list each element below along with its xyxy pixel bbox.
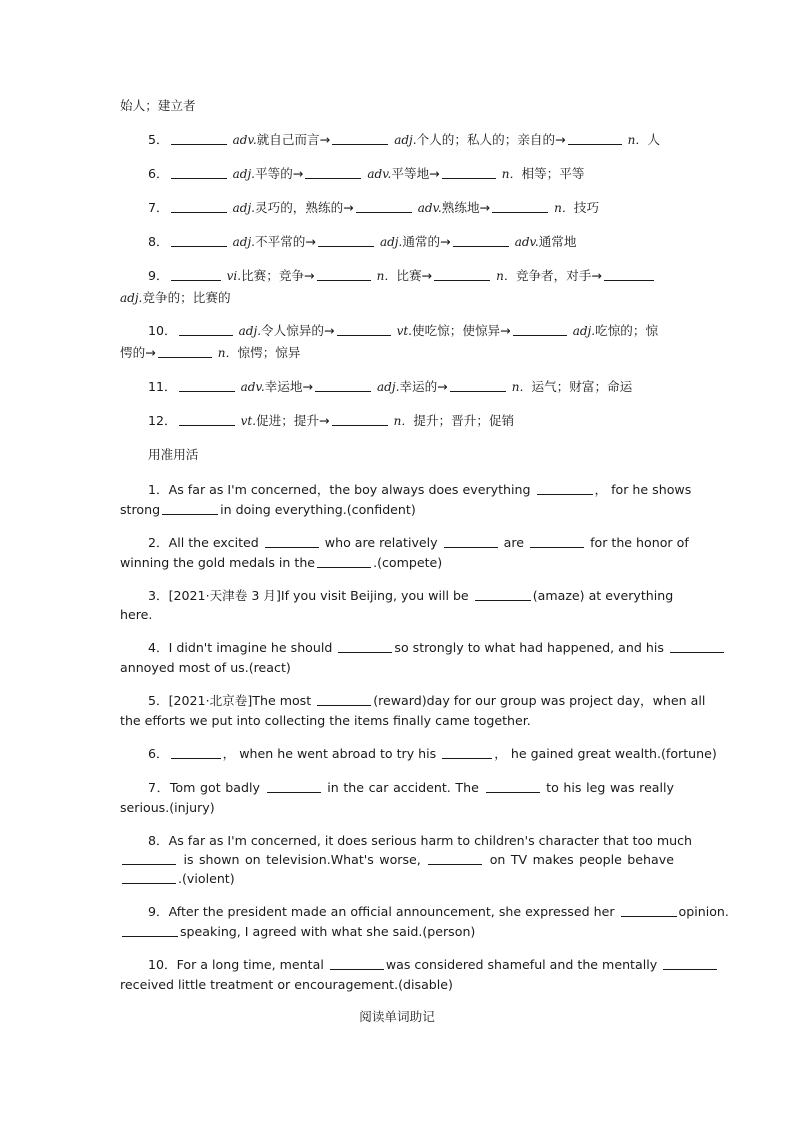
exercise-8-cont: is shown on television.What's worse, on TV makes people behave xyxy=(120,850,674,870)
exercise-9: 9．After the president made an official announcement, she expressed her opinion. xyxy=(148,904,729,919)
exercise-2: 2．All the excited who are relatively are for the honor of xyxy=(148,535,689,550)
exercise-4: 4．I didn't imagine he should so strongly to what had happened, and his xyxy=(120,638,674,658)
vocab-item-7: 7． adj.灵巧的，熟练的→ adv.熟练地→ n．技巧 xyxy=(148,200,600,215)
answer-blank[interactable] xyxy=(171,268,221,281)
vocab-item-12: 12． vt.促进；提升→ n．提升；晋升；促销 xyxy=(148,413,515,428)
answer-blank[interactable] xyxy=(338,640,392,653)
vocab-item-6: 6． adj.平等的→ adv.平等地→ n．相等；平等 xyxy=(148,166,585,181)
answer-blank[interactable] xyxy=(450,379,506,392)
exercise-2-cont: winning the gold medals in the .(compete) xyxy=(120,555,443,570)
vocab-item-5: 5． adv.就自己而言→ adj.个人的；私人的；亲自的→ n．人 xyxy=(148,132,660,147)
answer-blank[interactable] xyxy=(428,852,482,865)
answer-blank[interactable] xyxy=(122,852,176,865)
continued-text: 始人；建立者 xyxy=(120,98,196,113)
exercise-5-cont: the efforts we put into collecting the items finally came together. xyxy=(120,713,531,728)
exercise-3-cont: here. xyxy=(120,607,153,622)
answer-blank[interactable] xyxy=(663,957,717,970)
answer-blank[interactable] xyxy=(434,268,490,281)
exercise-1-cont: strong in doing everything.(confident) xyxy=(120,502,416,517)
answer-blank[interactable] xyxy=(122,924,178,937)
answer-blank[interactable] xyxy=(537,482,593,495)
answer-blank[interactable] xyxy=(265,535,319,548)
answer-blank[interactable] xyxy=(158,345,212,358)
answer-blank[interactable] xyxy=(318,234,374,247)
vocab-item-8: 8． adj.不平常的→ adj.通常的→ adv.通常地 xyxy=(148,234,577,249)
answer-blank[interactable] xyxy=(330,957,384,970)
exercise-6: 6． ， when he went abroad to try his ， he gained great wealth.(fortune) xyxy=(148,746,717,761)
exercise-8-cont2: .(violent) xyxy=(120,869,674,889)
answer-blank[interactable] xyxy=(179,323,233,336)
section-heading: 用准用活 xyxy=(148,447,199,462)
answer-blank[interactable] xyxy=(171,234,227,247)
answer-blank[interactable] xyxy=(122,871,176,884)
answer-blank[interactable] xyxy=(621,904,677,917)
answer-blank[interactable] xyxy=(475,588,531,601)
exercise-7: 7．Tom got badly in the car accident. The to his leg was really xyxy=(148,780,674,795)
answer-blank[interactable] xyxy=(162,502,218,515)
answer-blank[interactable] xyxy=(179,413,235,426)
exercise-10-cont: received little treatment or encouragement.(disable) xyxy=(120,977,453,992)
answer-blank[interactable] xyxy=(530,535,584,548)
exercise-3: 3．[2021·天津卷 3 月]If you visit Beijing, you will be (amaze) at everything xyxy=(148,588,674,603)
section-footer-heading: 阅读单词助记 xyxy=(359,1009,435,1024)
answer-blank[interactable] xyxy=(492,200,548,213)
answer-blank[interactable] xyxy=(171,200,227,213)
answer-blank[interactable] xyxy=(317,268,371,281)
answer-blank[interactable] xyxy=(356,200,412,213)
answer-blank[interactable] xyxy=(568,132,622,145)
vocab-item-11: 11． adv.幸运地→ adj.幸运的→ n．运气；财富；命运 xyxy=(148,379,633,394)
exercise-10: 10．For a long time, mental was considered shameful and the mentally xyxy=(120,955,674,975)
answer-blank[interactable] xyxy=(604,268,654,281)
answer-blank[interactable] xyxy=(315,379,371,392)
answer-blank[interactable] xyxy=(670,640,724,653)
vocab-item-10: 10． adj.令人惊异的→ vt.使吃惊；使惊异→ adj.吃惊的；惊 xyxy=(148,323,659,338)
answer-blank[interactable] xyxy=(444,535,498,548)
answer-blank[interactable] xyxy=(332,132,388,145)
exercise-8: 8．As far as I'm concerned, it does serious harm to children's character that too much xyxy=(148,833,693,848)
exercise-4-cont: annoyed most of us.(react) xyxy=(120,660,291,675)
vocab-item-10-cont: 愕的→ n．惊愕；惊异 xyxy=(120,345,301,360)
answer-blank[interactable] xyxy=(179,379,235,392)
answer-blank[interactable] xyxy=(453,234,509,247)
answer-blank[interactable] xyxy=(442,746,492,759)
exercise-7-cont: serious.(injury) xyxy=(120,800,215,815)
answer-blank[interactable] xyxy=(171,746,221,759)
answer-blank[interactable] xyxy=(171,132,227,145)
vocab-item-9: 9． vi.比赛；竞争→ n．比赛→ n．竞争者，对手→ xyxy=(120,266,674,286)
vocab-item-9-cont: adj.竞争的；比赛的 xyxy=(120,290,231,305)
answer-blank[interactable] xyxy=(317,555,371,568)
answer-blank[interactable] xyxy=(305,166,361,179)
answer-blank[interactable] xyxy=(267,780,321,793)
exercise-5: 5．[2021·北京卷]The most (reward)day for our group was project day，when all xyxy=(148,693,706,708)
answer-blank[interactable] xyxy=(442,166,496,179)
answer-blank[interactable] xyxy=(317,693,371,706)
answer-blank[interactable] xyxy=(171,166,227,179)
answer-blank[interactable] xyxy=(486,780,540,793)
answer-blank[interactable] xyxy=(332,413,388,426)
answer-blank[interactable] xyxy=(513,323,567,336)
exercise-1: 1．As far as I'm concerned，the boy always does everything ， for he shows xyxy=(148,482,692,497)
exercise-9-cont: speaking, I agreed with what she said.(person) xyxy=(120,922,674,942)
answer-blank[interactable] xyxy=(337,323,391,336)
